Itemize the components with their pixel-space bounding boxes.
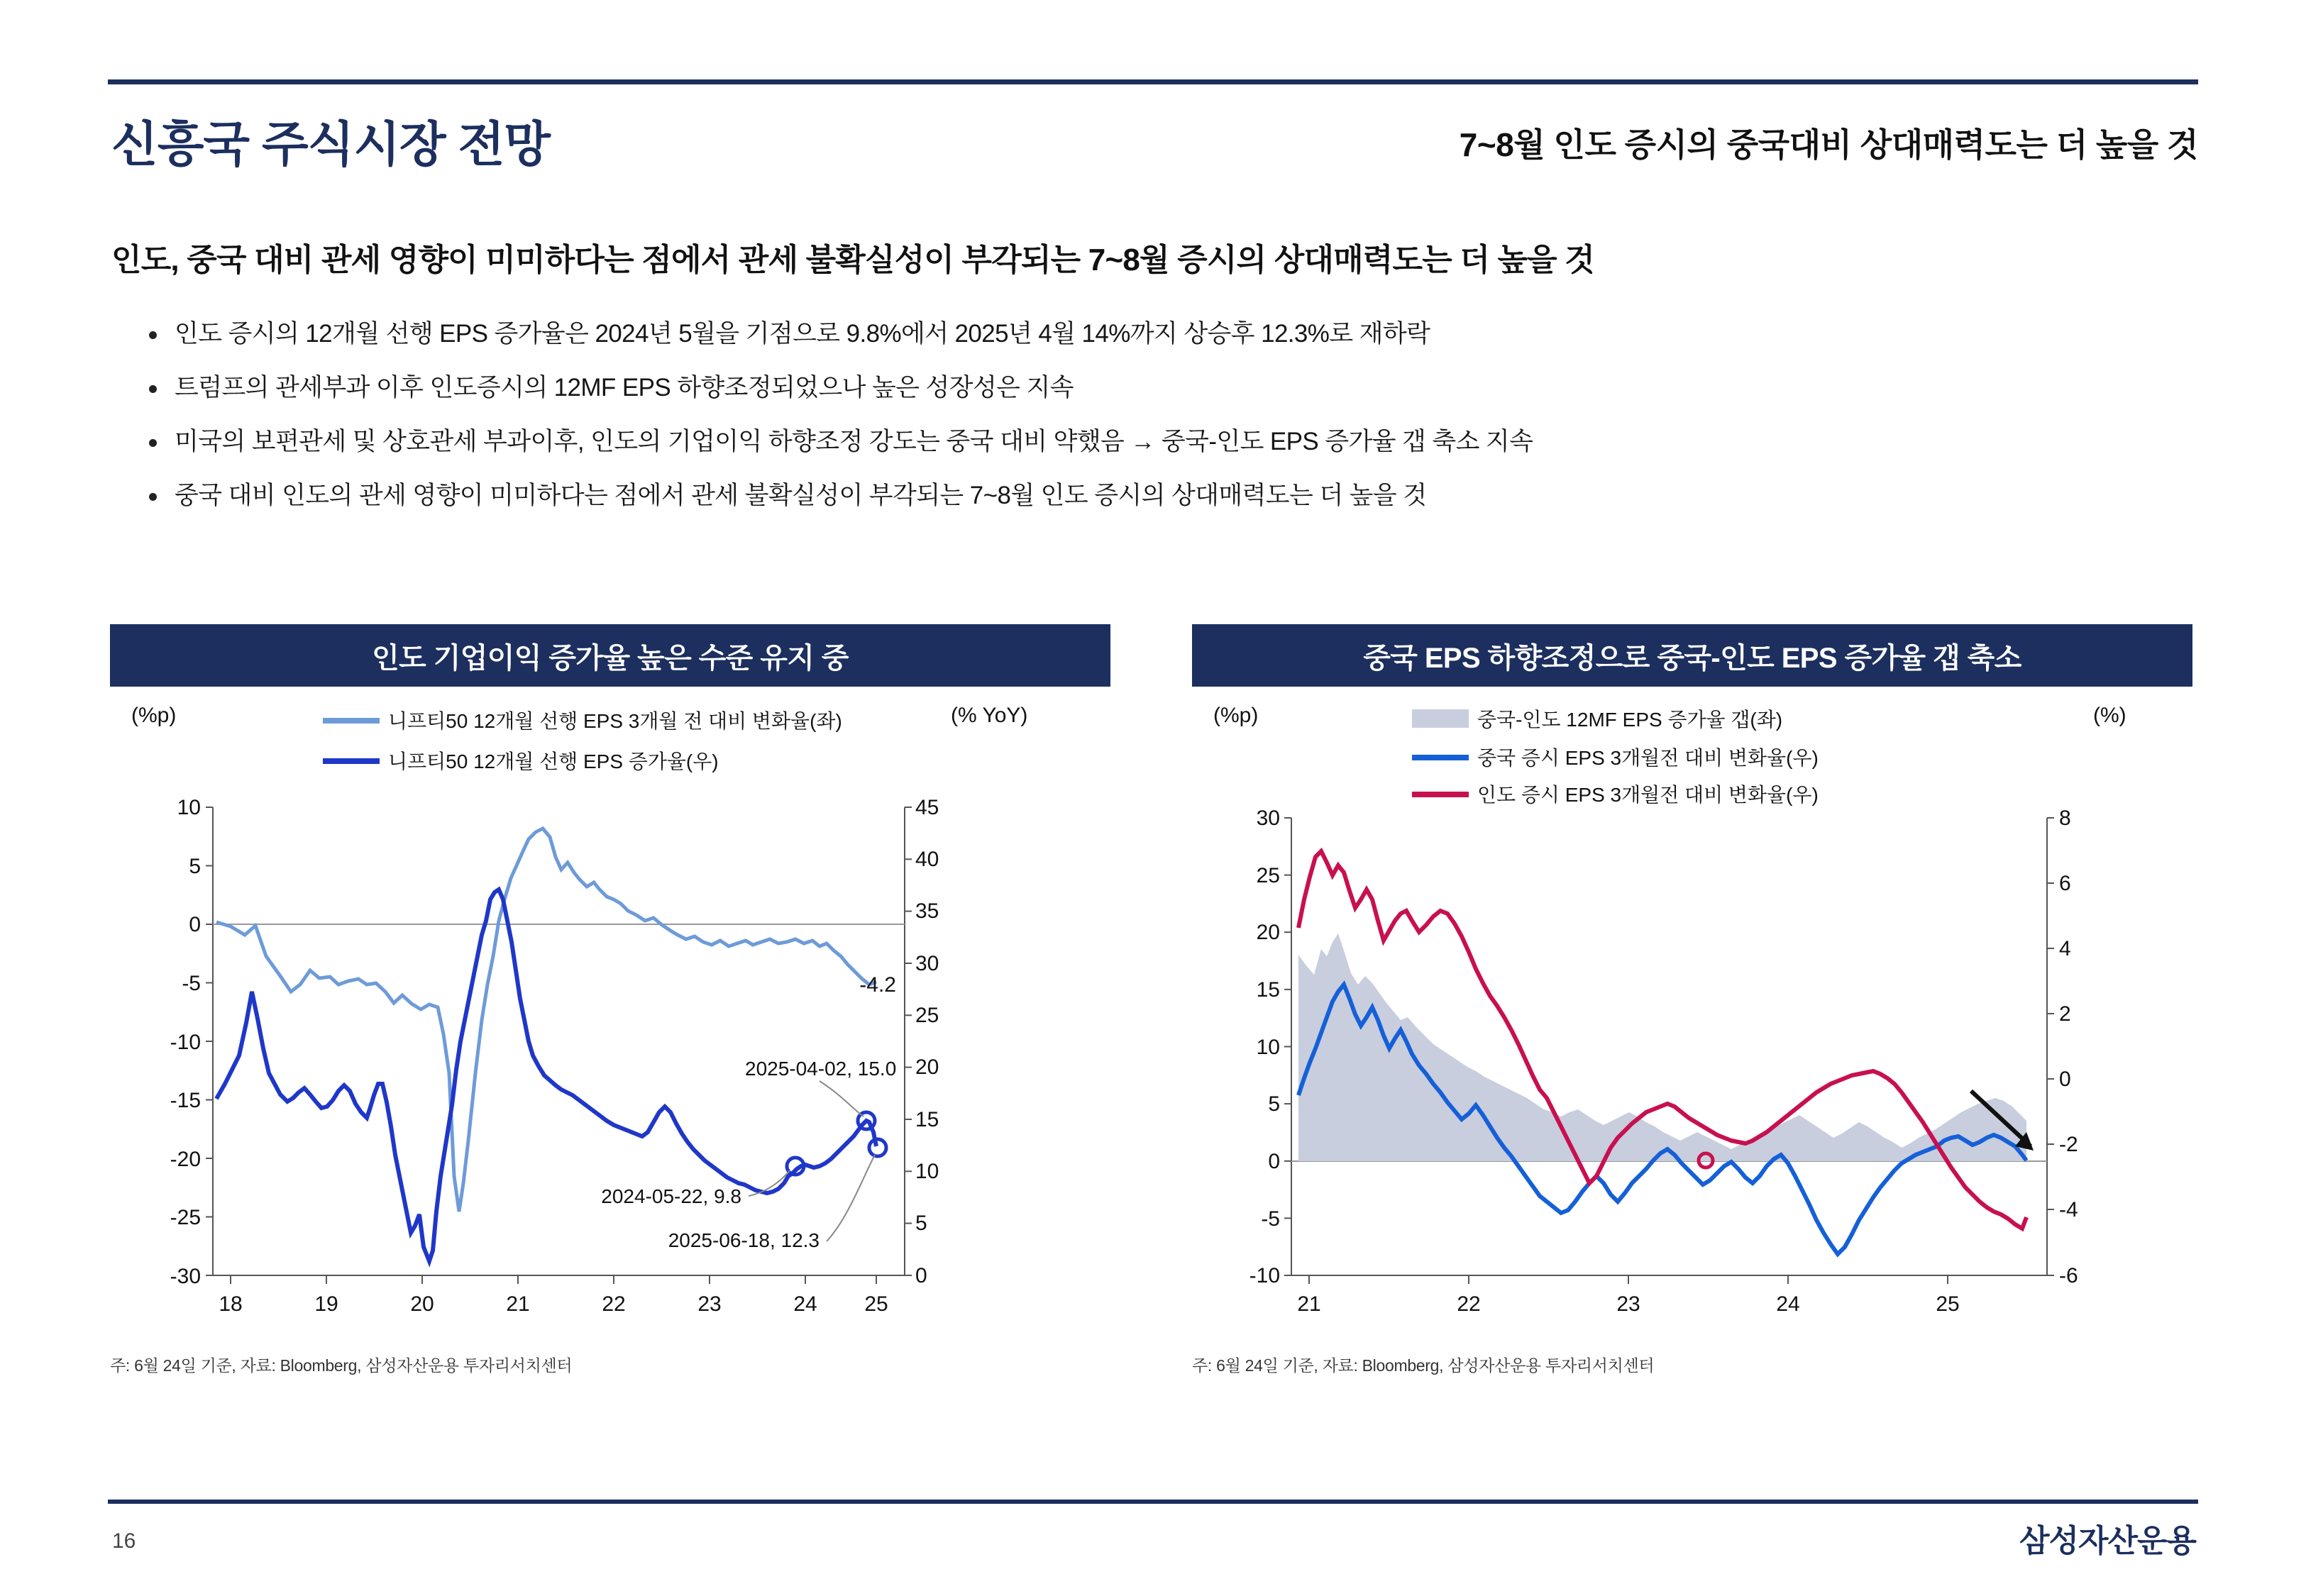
india-eps-chart <box>110 687 1110 1368</box>
svg-text:-25: -25 <box>170 1206 201 1229</box>
series-line-nifty-3m-change <box>216 829 876 1212</box>
svg-text:20: 20 <box>915 1055 939 1079</box>
bullet-list <box>142 319 2200 535</box>
left-ticks <box>1284 818 1291 1275</box>
right-ticks <box>2047 818 2054 1275</box>
svg-text:30: 30 <box>915 952 939 975</box>
svg-text:18: 18 <box>219 1292 243 1316</box>
svg-text:-5: -5 <box>1261 1207 1280 1231</box>
legend-label-gap: 중국-인도 12MF EPS 증가율 갭(좌) <box>1477 709 1783 731</box>
svg-text:23: 23 <box>697 1292 722 1316</box>
svg-text:22: 22 <box>1457 1292 1481 1316</box>
svg-text:6: 6 <box>2059 872 2071 895</box>
right-axis-unit: (% YoY) <box>951 704 1028 727</box>
marker-2025-06-18 <box>869 1139 886 1156</box>
left-axis-unit: (%p) <box>1213 704 1259 727</box>
svg-text:10: 10 <box>1256 1036 1280 1059</box>
svg-text:25: 25 <box>915 1004 939 1027</box>
left-axis-unit: (%p) <box>131 704 177 727</box>
svg-text:-2: -2 <box>2059 1133 2078 1156</box>
page-title: 신흥국 주식시장 전망 <box>111 118 550 172</box>
svg-text:24: 24 <box>1776 1292 1800 1316</box>
svg-text:-15: -15 <box>170 1089 201 1112</box>
svg-text:25: 25 <box>864 1292 888 1316</box>
header-tagline: 7~8월 인도 증시의 중국대비 상대매력도는 더 높을 것 <box>1459 126 2198 163</box>
annotation-2025-04-02: 2025-04-02, 15.0 <box>745 1058 897 1080</box>
right-tick-labels <box>915 796 939 1287</box>
svg-text:5: 5 <box>915 1212 927 1235</box>
svg-text:5: 5 <box>189 855 201 878</box>
page-number: 16 <box>112 1529 136 1553</box>
svg-text:22: 22 <box>602 1292 626 1316</box>
source-note-right: 주: 6월 24일 기준, 자료: Bloomberg, 삼성자산운용 투자리서치센터 <box>1192 1356 1655 1375</box>
legend-label-series2: 니프티50 12개월 선행 EPS 증가율(우) <box>388 750 719 772</box>
svg-text:25: 25 <box>1936 1292 1960 1316</box>
svg-text:21: 21 <box>506 1292 530 1316</box>
x-ticks <box>1309 1275 1948 1284</box>
panel-title-left: 인도 기업이익 증가율 높은 수준 유지 중 <box>110 624 1110 687</box>
right-tick-labels <box>2059 807 2078 1287</box>
panel-title-right: 중국 EPS 하향조정으로 중국-인도 EPS 증가율 갭 축소 <box>1192 624 2192 687</box>
leader-2025-04-02 <box>820 1081 864 1116</box>
svg-text:21: 21 <box>1297 1292 1321 1316</box>
svg-text:5: 5 <box>1268 1092 1280 1116</box>
right-ticks <box>905 807 912 1275</box>
svg-text:20: 20 <box>410 1292 434 1316</box>
svg-text:-30: -30 <box>170 1265 201 1288</box>
right-axis-unit: (%) <box>2093 704 2126 727</box>
chart-panel-left <box>110 624 1110 1440</box>
legend-label-india: 인도 증시 EPS 3개월전 대비 변화율(우) <box>1477 784 1819 806</box>
svg-text:25: 25 <box>1256 864 1280 887</box>
svg-text:15: 15 <box>1256 978 1280 1002</box>
svg-text:-5: -5 <box>182 972 201 995</box>
svg-text:0: 0 <box>1268 1150 1280 1173</box>
svg-text:45: 45 <box>915 796 939 819</box>
svg-text:2: 2 <box>2059 1002 2071 1026</box>
left-ticks <box>206 807 213 1275</box>
legend-label-series1: 니프티50 12개월 선행 EPS 3개월 전 대비 변화율(좌) <box>388 710 842 732</box>
legend-swatch-gap <box>1412 709 1469 728</box>
list-item: 인도 증시의 12개월 선행 EPS 증가율은 2024년 5월을 기점으로 9.8%에서 2025년 4월 14%까지 상승후 12.3%로 재하락 <box>142 319 2200 349</box>
annotation-latest-change: -4.2 <box>859 973 896 997</box>
svg-text:8: 8 <box>2059 807 2071 830</box>
svg-text:0: 0 <box>915 1264 927 1287</box>
chart-panel-right <box>1192 624 2192 1440</box>
title-row <box>108 106 2198 184</box>
svg-text:24: 24 <box>793 1292 817 1316</box>
source-note-left: 주: 6월 24일 기준, 자료: Bloomberg, 삼성자산운용 투자리서치센터 <box>110 1356 573 1375</box>
svg-text:-4: -4 <box>2059 1198 2078 1221</box>
svg-text:0: 0 <box>189 913 201 936</box>
svg-text:-10: -10 <box>1249 1264 1280 1287</box>
svg-text:40: 40 <box>915 848 939 871</box>
x-ticks <box>231 1275 876 1284</box>
brand-logo: 삼성자산운용 <box>2019 1524 2196 1558</box>
list-item: 중국 대비 인도의 관세 영향이 미미하다는 점에서 관세 불확실성이 부각되는 7~8월 인도 증시의 상대매력도는 더 높을 것 <box>142 481 2200 511</box>
svg-text:20: 20 <box>1256 921 1280 944</box>
svg-text:10: 10 <box>177 796 201 819</box>
header-divider <box>108 79 2198 84</box>
svg-text:-10: -10 <box>170 1031 201 1054</box>
svg-text:15: 15 <box>915 1108 939 1131</box>
list-item: 트럼프의 관세부과 이후 인도증시의 12MF EPS 하향조정되었으나 높은 성장성은 지속 <box>142 373 2200 403</box>
legend-label-china: 중국 증시 EPS 3개월전 대비 변화율(우) <box>1477 747 1819 769</box>
svg-text:-20: -20 <box>170 1148 201 1171</box>
svg-text:30: 30 <box>1256 807 1280 830</box>
annotation-2024-05-22: 2024-05-22, 9.8 <box>601 1185 741 1207</box>
panel-body-left <box>110 687 1110 1382</box>
panel-body-right <box>1192 687 2192 1382</box>
left-tick-labels <box>170 796 201 1288</box>
china-india-gap-chart <box>1192 687 2192 1368</box>
svg-text:0: 0 <box>2059 1068 2071 1091</box>
svg-text:-6: -6 <box>2059 1264 2078 1287</box>
svg-text:23: 23 <box>1616 1292 1640 1316</box>
x-tick-labels <box>1297 1292 1959 1316</box>
annotation-2025-06-18: 2025-06-18, 12.3 <box>668 1229 820 1251</box>
svg-text:10: 10 <box>915 1160 939 1183</box>
svg-text:4: 4 <box>2059 937 2071 960</box>
svg-text:35: 35 <box>915 899 939 923</box>
list-item: 미국의 보편관세 및 상호관세 부과이후, 인도의 기업이익 하향조정 강도는 중국 대비 약했음 → 중국-인도 EPS 증가율 갭 축소 지속 <box>142 427 2200 457</box>
footer-divider <box>108 1500 2198 1504</box>
leader-2025-06-18 <box>827 1155 875 1241</box>
page-subtitle: 인도, 중국 대비 관세 영향이 미미하다는 점에서 관세 불확실성이 부각되는 7~8월 증시의 상대매력도는 더 높을 것 <box>111 243 1595 277</box>
left-tick-labels <box>1249 807 1280 1287</box>
svg-text:19: 19 <box>314 1292 338 1316</box>
x-tick-labels <box>219 1292 888 1316</box>
